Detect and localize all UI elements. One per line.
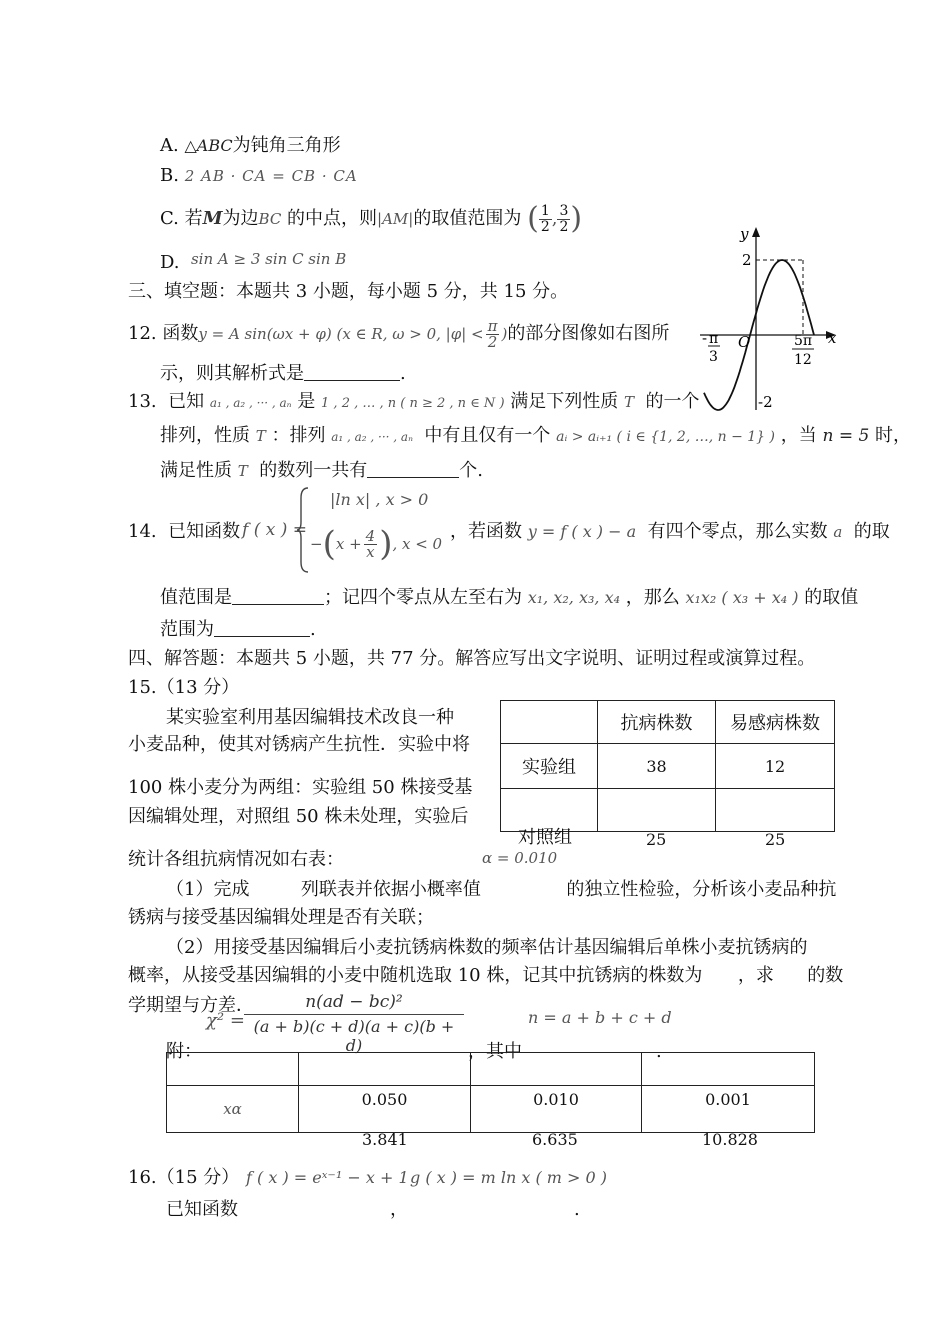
table-row: [167, 1086, 815, 1133]
table-cell: 38: [598, 744, 716, 789]
table-cell: [642, 1053, 815, 1086]
chi-square-formula: [244, 992, 464, 1055]
table-row-label: 实验组: [501, 744, 598, 789]
appendix-label: 附：: [166, 1041, 202, 1062]
table-cell: 0.001: [642, 1086, 815, 1133]
q11-option-b-math: 2 AB · CA = CB · CA: [184, 167, 358, 185]
q11-option-a: A. △ABC为钝角三角形: [160, 135, 341, 156]
q14-value-blank[interactable]: [214, 618, 310, 637]
formula-denominator: (a + b)(c + d)(a + c)(b + d): [253, 1017, 455, 1055]
graph-tick-neg2: -2: [758, 393, 773, 411]
chi-square-symbol: χ² =: [206, 1010, 245, 1031]
table-row: [501, 701, 835, 744]
q15-sub1-line1: （1）完成 列联表并依据小概率值 的独立性检验，分析该小麦品种抗: [166, 879, 837, 900]
q16-comma: ，: [390, 1199, 408, 1220]
graph-x-label: x: [828, 329, 837, 347]
graph-tick-2: 2: [742, 251, 752, 269]
q16-dot: .: [574, 1199, 580, 1220]
q13-line1: 13. 已知 a₁ , a₂ , ··· , aₙ 是 1 , 2 , … , n ( n ≥ 2 , n ∈ N ) 满足下列性质 T 的一个: [128, 391, 700, 412]
table-row: [501, 744, 835, 789]
q14-range-blank[interactable]: [232, 586, 324, 605]
formula-numerator: n(ad − bc)²: [244, 992, 464, 1015]
graph-y-arrow: [752, 227, 760, 237]
q15-sub2-line1: （2）用接受基因编辑后小麦抗锈病株数的频率估计基因编辑后单株小麦抗锈病的: [166, 937, 808, 958]
q11-option-a-math: △ABC: [184, 136, 233, 155]
graph-tick-left-num: π: [709, 331, 719, 347]
q15-para-line4: 因编辑处理，对照组 50 株未处理，实验后: [128, 806, 469, 827]
table-cell: [501, 701, 598, 744]
q12-line2: 示，则其解析式是 .: [160, 363, 406, 384]
q15-sub2-line3: 学期望与方差．: [128, 995, 254, 1016]
q14-line1-rest: ，若函数 y = f ( x ) − a 有四个零点，那么实数 a 的取: [450, 521, 890, 542]
appendix-qizhong: ，其中: [468, 1041, 522, 1062]
q15-para-line5: 统计各组抗病情况如右表：: [128, 849, 344, 870]
q13-answer-blank[interactable]: [367, 459, 459, 478]
sine-graph: [690, 225, 850, 415]
q15-alpha: α = 0.010: [482, 849, 558, 867]
q11-option-c-frac1: $\frac{1}{2}$: [540, 202, 550, 235]
table-header-resistant: 抗病株数: [598, 701, 716, 744]
critical-spill-3: 10.828: [702, 1130, 758, 1149]
q16-head: 16.（15 分）: [128, 1167, 240, 1188]
q12-math: y = A sin(ωx + φ) (x ∈ R, ω > 0, |φ| <: [198, 325, 484, 343]
q11-option-c-frac2: $\frac{3}{2}$: [559, 202, 569, 235]
graph-tick-left-den: 3: [709, 349, 718, 365]
q12-line1: 12. 函数 y = A sin(ωx + φ) (x ∈ R, ω > 0, |φ| < $\frac{\pi}{2}$ ) 的部分图像如右图所: [128, 316, 670, 351]
graph-tick-right-num: 5π: [794, 333, 813, 349]
table-cell: 0.050: [299, 1086, 471, 1133]
contingency-table: [500, 700, 835, 832]
table-cell: [471, 1053, 642, 1086]
table-header-susceptible: 易感病株数: [716, 701, 835, 744]
q14-line3: 范围为 .: [160, 619, 316, 640]
q15-para-line3: 100 株小麦分为两组：实验组 50 株接受基: [128, 777, 473, 798]
critical-spill-1: 3.841: [362, 1130, 408, 1149]
q11-option-d-math: sin A ≥ 3 sin C sin B: [190, 250, 347, 268]
q14-case2: − ( x + $\frac{4}{x}$ ) , x < 0: [310, 524, 443, 564]
q15-para-line1: 某实验室利用基因编辑技术改良一种: [166, 707, 454, 728]
q14-case1: |ln x| , x > 0: [330, 490, 429, 509]
table-cell: [299, 1053, 471, 1086]
table-row: [167, 1053, 815, 1086]
section-4-heading: 四、解答题：本题共 5 小题，共 77 分。解答应写出文字说明、证明过程或演算过程。: [128, 648, 816, 669]
q15-para-line2: 小麦品种，使其对锈病产生抗性．实验中将: [128, 734, 470, 755]
table-cell: [598, 789, 716, 832]
graph-y-label: y: [740, 225, 749, 243]
q11-option-d: D. $^{sin A \ge 3 sin C sin B}$: [160, 250, 347, 273]
appendix-dot: .: [656, 1041, 662, 1062]
q14-brace: [296, 486, 310, 574]
q12-answer-blank[interactable]: [304, 362, 400, 381]
table-cell: [716, 789, 835, 832]
table-row-label: xα: [167, 1086, 299, 1133]
table-spill-value-2: 25: [765, 830, 786, 849]
q13-line3: 满足性质 T 的数列一共有 个.: [160, 460, 483, 481]
q15-sub1-line2: 锈病与接受基因编辑处理是否有关联；: [128, 907, 434, 928]
graph-origin-label: O: [738, 333, 751, 351]
q14-fx: f ( x ) =: [242, 520, 308, 540]
q16-f: f ( x ) = eˣ⁻¹ − x + 1: [246, 1168, 409, 1187]
q13-line2: 排列，性质 T ：排列 a₁ , a₂ , ··· , aₙ 中有且仅有一个 aᵢ > aᵢ₊₁ ( i ∈ {1, 2, …, n − 1} ) ，当 n = 5 时，: [160, 425, 912, 446]
section-3-heading: 三、填空题：本题共 3 小题，每小题 5 分，共 15 分。: [128, 281, 569, 302]
q11-option-b: B. 2 AB · CA = CB · CA: [160, 165, 358, 186]
q15-head: 15.（13 分）: [128, 677, 240, 698]
table-cell: 0.010: [471, 1086, 642, 1133]
table-cell: [167, 1053, 299, 1086]
n-formula: n = a + b + c + d: [528, 1008, 672, 1027]
critical-value-table: [166, 1052, 815, 1133]
graph-tick-left-sign: -: [702, 329, 708, 347]
q15-sub2-line2: 概率，从接受基因编辑的小麦中随机选取 10 株，记其中抗锈病的株数为 ，求 的数: [128, 965, 844, 986]
q11-option-c: C. 若 M 为边 BC 的中点，则 |AM| 的取值范围为 ( $\frac{1}{2}$ , $\frac{3}{2}$ ): [160, 201, 583, 236]
table-cell: 12: [716, 744, 835, 789]
graph-tick-right-den: 12: [794, 352, 812, 368]
q14-line2: 值范围是 ；记四个零点从左至右为 x₁, x₂, x₃, x₄ ，那么 x₁x₂ ( x₃ + x₄ ) 的取值: [160, 587, 859, 608]
q16-line2: 已知函数: [166, 1199, 238, 1220]
table-spill-value-1: 25: [646, 830, 667, 849]
q16-g: g ( x ) = m ln x ( m > 0 ): [410, 1168, 608, 1187]
table-spill-label: 对照组: [518, 827, 572, 848]
q14-num: 14. 已知函数: [128, 521, 241, 542]
critical-spill-2: 6.635: [532, 1130, 578, 1149]
